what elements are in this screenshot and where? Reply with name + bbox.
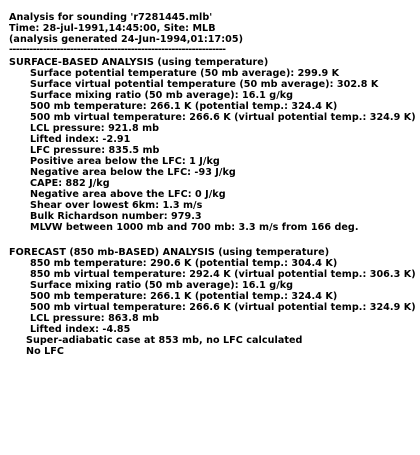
surface-line: Positive area below the LFC: 1 J/kg bbox=[30, 156, 220, 167]
generated-line: (analysis generated 24-Jun-1994,01:17:05) bbox=[9, 34, 244, 45]
surface-line: Surface virtual potential temperature (50 mb average): 302.8 K bbox=[30, 79, 379, 90]
surface-line: CAPE: 882 J/kg bbox=[30, 178, 110, 189]
analysis-title: Analysis for sounding 'r7281445.mlb' bbox=[9, 12, 213, 23]
surface-line: LFC pressure: 835.5 mb bbox=[30, 145, 160, 156]
forecast-analysis-heading: FORECAST (850 mb-BASED) ANALYSIS (using temperature) bbox=[9, 247, 330, 258]
time-site-line: Time: 28-jul-1991,14:45:00, Site: MLB bbox=[9, 23, 216, 34]
surface-line: Lifted index: -2.91 bbox=[30, 134, 131, 145]
surface-line: Shear over lowest 6km: 1.3 m/s bbox=[30, 200, 203, 211]
surface-line: Negative area below the LFC: -93 J/kg bbox=[30, 167, 236, 178]
surface-line: LCL pressure: 921.8 mb bbox=[30, 123, 160, 134]
surface-line: Surface mixing ratio (50 mb average): 16.1 g/kg bbox=[30, 90, 294, 101]
separator-rule: ---------------------------------------------------------------- bbox=[9, 44, 226, 55]
forecast-note: Super-adiabatic case at 853 mb, no LFC calculated bbox=[26, 335, 303, 346]
forecast-line: 500 mb temperature: 266.1 K (potential temp.: 324.4 K) bbox=[30, 291, 338, 302]
surface-line: Surface potential temperature (50 mb average): 299.9 K bbox=[30, 68, 340, 79]
forecast-line: LCL pressure: 863.8 mb bbox=[30, 313, 160, 324]
forecast-line: 500 mb virtual temperature: 266.6 K (virtual potential temp.: 324.9 K) bbox=[30, 302, 416, 313]
forecast-line: Lifted index: -4.85 bbox=[30, 324, 131, 335]
surface-line: MLVW between 1000 mb and 700 mb: 3.3 m/s from 166 deg. bbox=[30, 222, 359, 233]
surface-line: 500 mb virtual temperature: 266.6 K (virtual potential temp.: 324.9 K) bbox=[30, 112, 416, 123]
surface-analysis-heading: SURFACE-BASED ANALYSIS (using temperature) bbox=[9, 57, 269, 68]
forecast-line: 850 mb virtual temperature: 292.4 K (virtual potential temp.: 306.3 K) bbox=[30, 269, 416, 280]
surface-line: Negative area above the LFC: 0 J/kg bbox=[30, 189, 226, 200]
forecast-line: 850 mb temperature: 290.6 K (potential temp.: 304.4 K) bbox=[30, 258, 338, 269]
surface-line: 500 mb temperature: 266.1 K (potential temp.: 324.4 K) bbox=[30, 101, 338, 112]
forecast-line: Surface mixing ratio (50 mb average): 16.1 g/kg bbox=[30, 280, 294, 291]
forecast-note: No LFC bbox=[26, 346, 64, 357]
surface-line: Bulk Richardson number: 979.3 bbox=[30, 211, 202, 222]
